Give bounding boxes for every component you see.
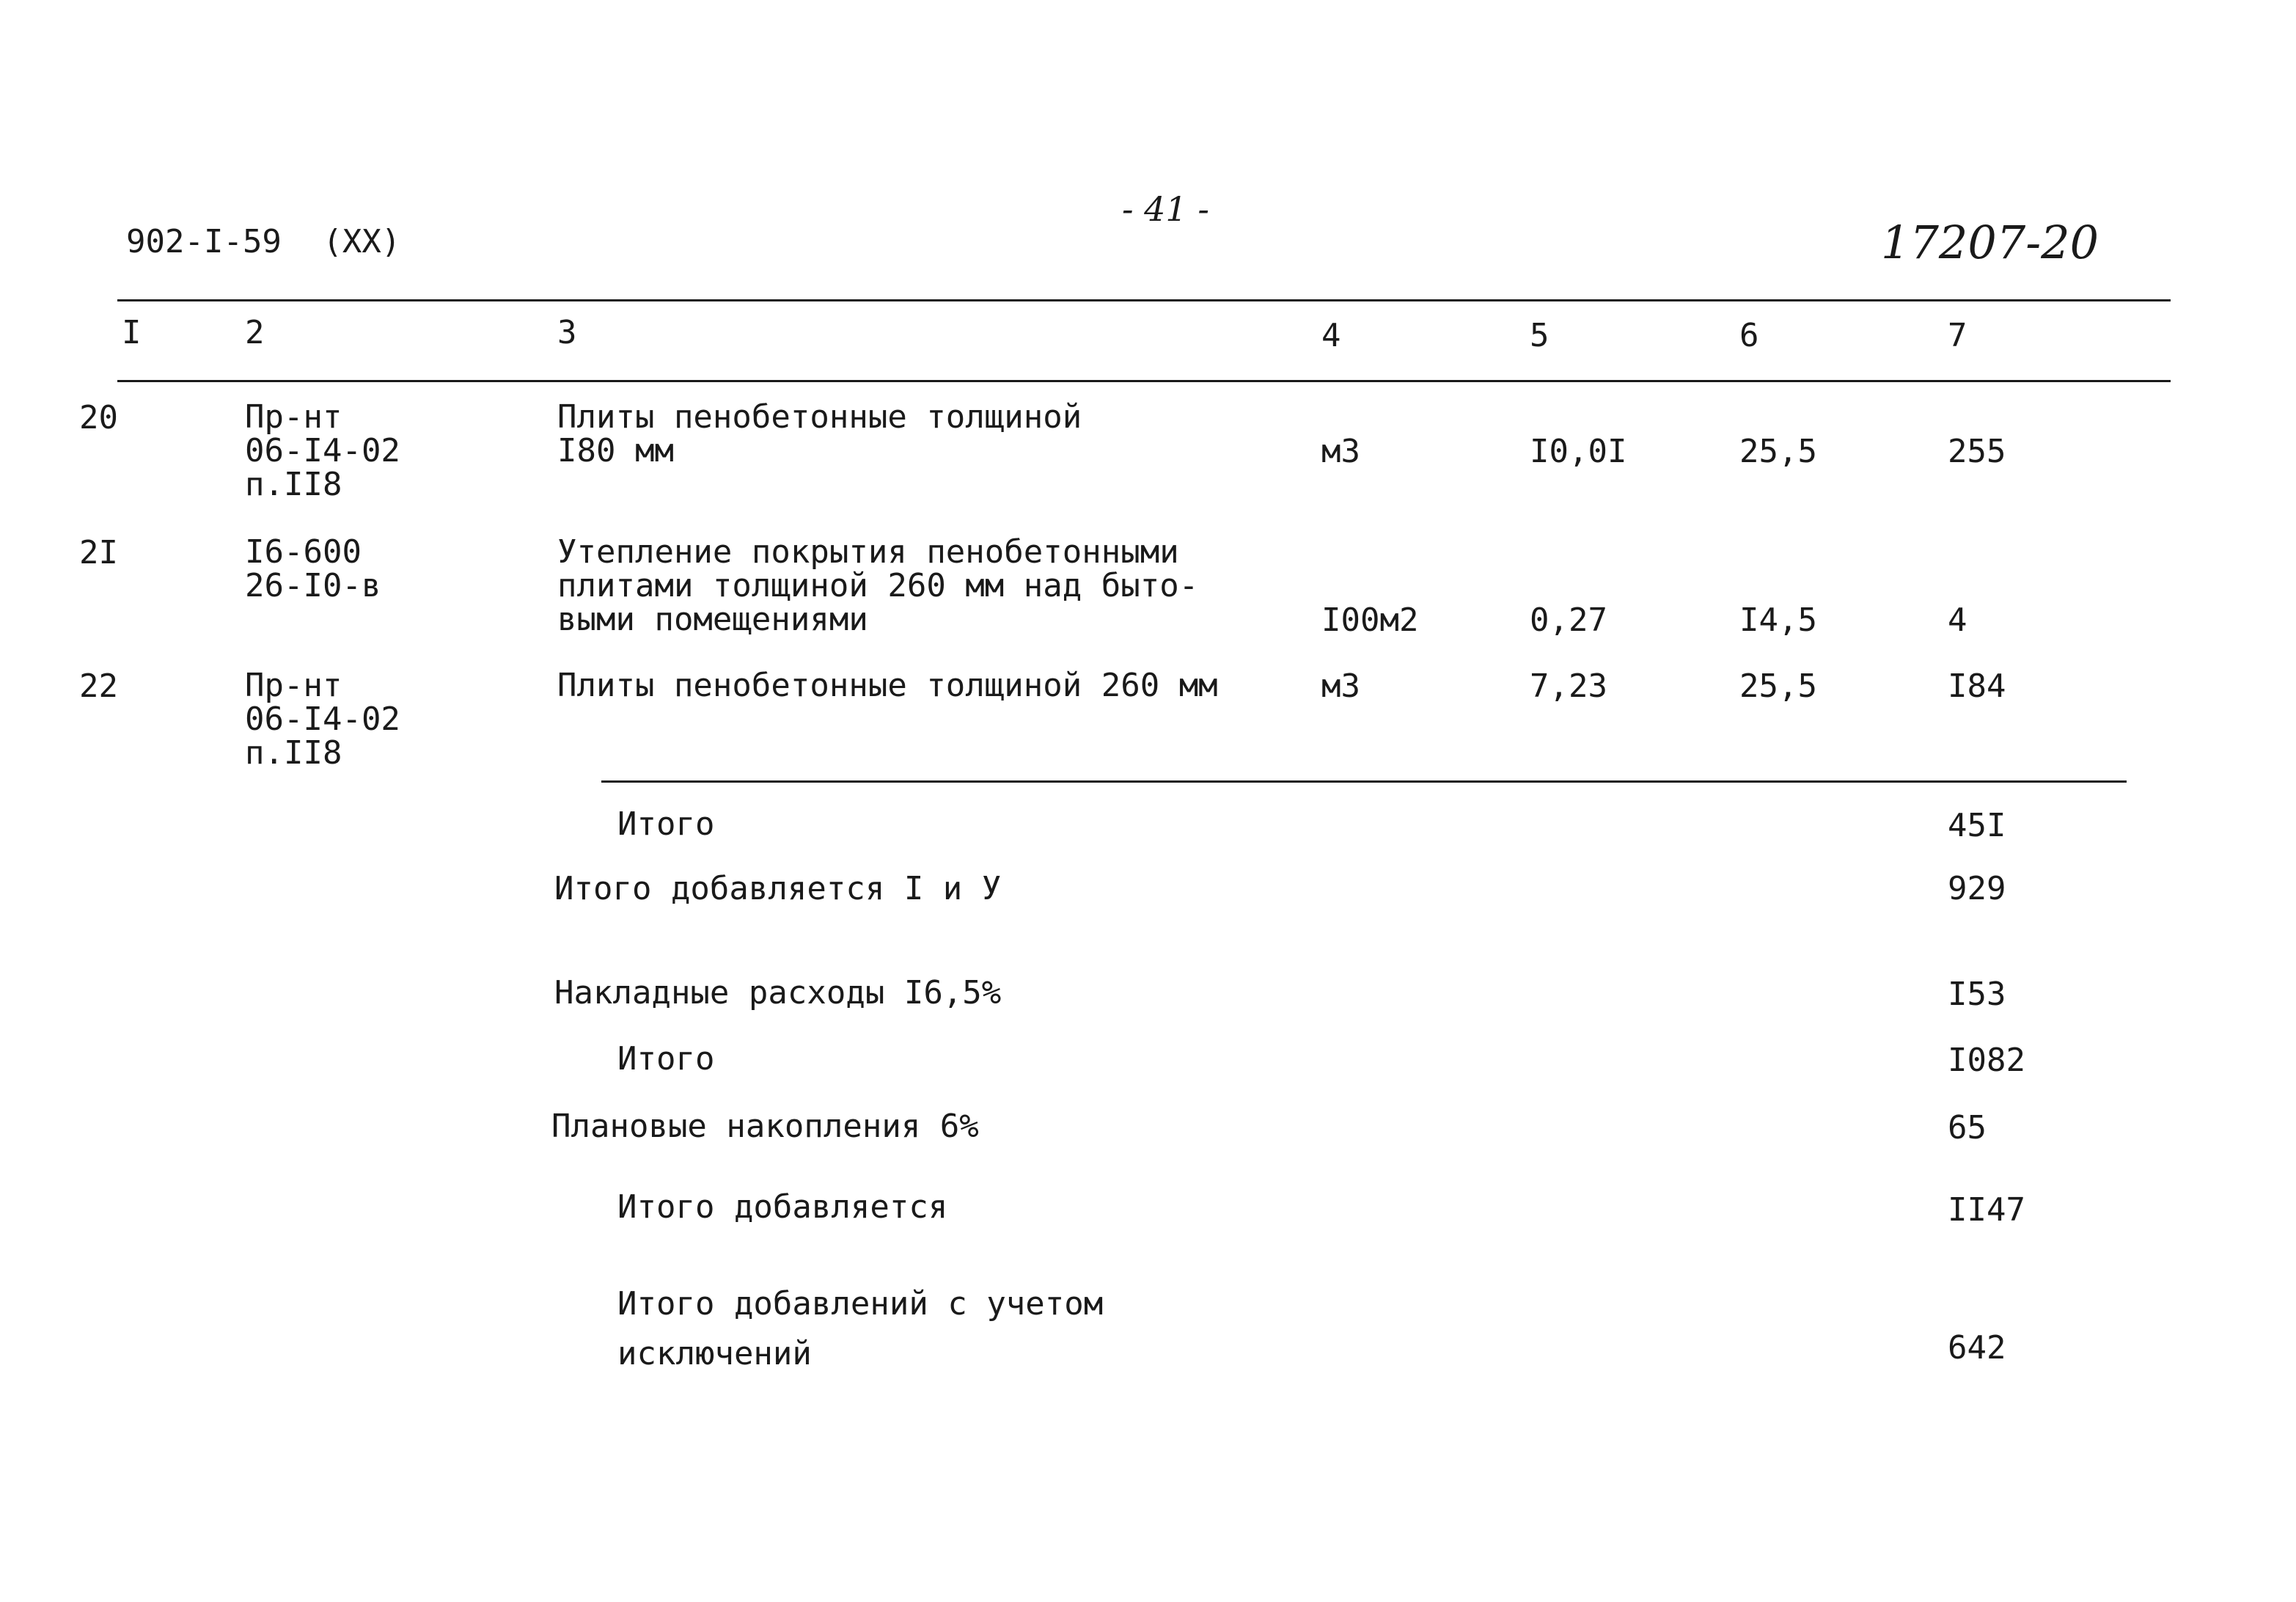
row-code: Пр-нт 06-I4-02 п.II8 — [245, 398, 400, 503]
column-header: 7 — [1948, 317, 1967, 354]
row-total: I84 — [1948, 668, 2006, 705]
summary-label: Итого — [617, 1040, 715, 1078]
row-price: 25,5 — [1739, 433, 1817, 470]
subtotal-rule — [601, 780, 2127, 783]
column-header: 2 — [245, 314, 265, 351]
row-number: 22 — [79, 668, 118, 705]
table-header-rule — [117, 380, 2171, 382]
summary-label: Итого добавляется I и У — [554, 870, 1002, 907]
row-quantity: 7,23 — [1530, 668, 1607, 705]
summary-value: I082 — [1948, 1042, 2025, 1079]
row-number: 2I — [79, 534, 118, 571]
table-top-rule — [117, 299, 2171, 301]
row-price: I4,5 — [1739, 601, 1817, 639]
row-price: 25,5 — [1739, 668, 1817, 705]
summary-label: Итого добавляется — [617, 1188, 948, 1226]
row-code: Пр-нт 06-I4-02 п.II8 — [245, 667, 400, 772]
row-unit: I00м2 — [1321, 601, 1419, 639]
summary-label: Накладные расходы I6,5% — [554, 974, 1002, 1012]
column-header: I — [122, 314, 142, 351]
row-name: Плиты пенобетонные толщиной 260 мм — [557, 667, 1218, 704]
doc-series: (XX) — [323, 223, 401, 260]
summary-value: 929 — [1948, 870, 2006, 907]
page-number: - 41 - — [1122, 189, 1209, 229]
summary-value: II47 — [1948, 1191, 2025, 1229]
column-header: 4 — [1321, 317, 1341, 354]
summary-value: I53 — [1948, 976, 2006, 1013]
reference-number: 17207-20 — [1881, 216, 2099, 269]
row-number: 20 — [79, 399, 118, 436]
summary-label: Итого добавлений с учетом исключений — [617, 1285, 1104, 1372]
column-header: 6 — [1739, 317, 1759, 354]
summary-value: 45I — [1948, 807, 2006, 844]
summary-label: Плановые накопления 6% — [551, 1108, 979, 1145]
row-code: I6-600 26-I0-в — [245, 533, 381, 604]
row-total: 255 — [1948, 433, 2006, 470]
row-name: Утепление покрытия пенобетонными плитами толщиной 260 мм над быто- выми помещениями — [557, 533, 1199, 638]
row-quantity: I0,0I — [1530, 433, 1627, 470]
document-code — [126, 223, 401, 260]
column-header: 3 — [557, 314, 577, 351]
row-total: 4 — [1948, 601, 1967, 639]
summary-label: Итого — [617, 805, 715, 843]
summary-value: 642 — [1948, 1329, 2006, 1367]
doc-code: 902-I-59 — [126, 223, 282, 260]
row-unit: м3 — [1321, 433, 1360, 470]
column-header: 5 — [1530, 317, 1549, 354]
row-unit: м3 — [1321, 668, 1360, 705]
row-quantity: 0,27 — [1530, 601, 1607, 639]
row-name: Плиты пенобетонные толщиной I80 мм — [557, 398, 1082, 469]
summary-value: 65 — [1948, 1109, 1987, 1146]
